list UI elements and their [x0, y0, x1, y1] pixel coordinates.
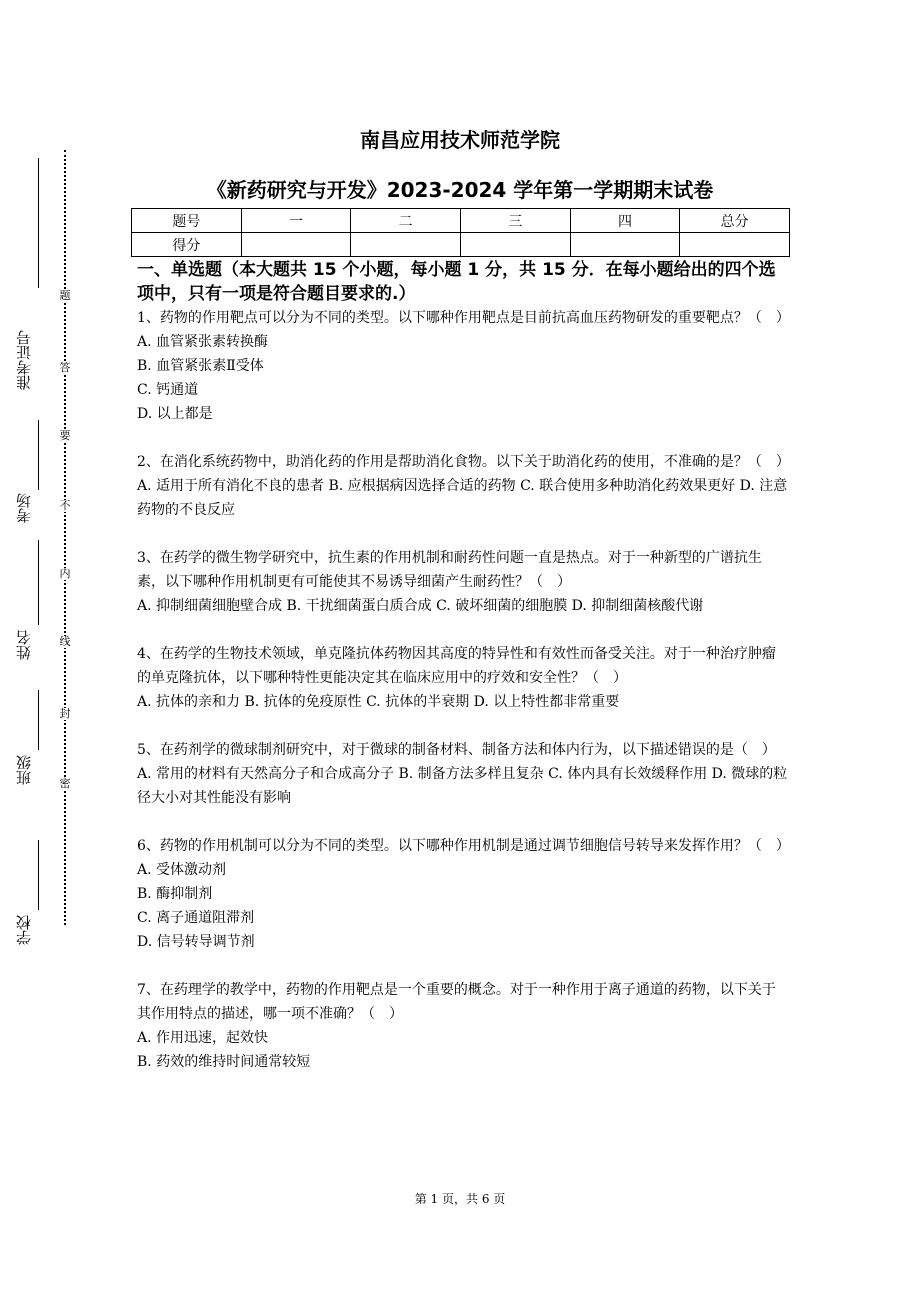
question-option: A. 作用迅速，起效快: [137, 1030, 269, 1046]
score-row-label: 得分: [132, 233, 242, 257]
sidebar-class-label: 班级: [15, 755, 33, 785]
question-stem: 6、药物的作用机制可以分为不同的类型。以下哪种作用机制是通过调节细胞信号转导来发挥作用？（ ）: [137, 838, 790, 854]
score-row-label: 题号: [132, 209, 242, 233]
score-value-row: [132, 233, 790, 257]
seal-dotted-line: [64, 150, 66, 925]
sidebar-name-label: 姓名: [15, 630, 33, 660]
seal-char: 答: [59, 361, 71, 374]
score-col-header: 三: [460, 209, 570, 233]
question-stem: 3、在药学的微生物学研究中，抗生素的作用机制和耐药性问题一直是热点。对于一种新型的广谱抗生素，以下哪种作用机制更有可能使其不易诱导细菌产生耐药性？（ ）: [137, 550, 762, 590]
sidebar-rule-class: [38, 690, 39, 750]
sidebar-id-label: 准考证号: [15, 330, 33, 390]
seal-char: 不: [59, 499, 71, 512]
question-options-inline: A. 抑制细菌细胞壁合成 B. 干扰细菌蛋白质合成 C. 破坏细菌的细胞膜 D. 抑制细菌核酸代谢: [137, 598, 704, 614]
question-option: C. 钙通道: [137, 382, 199, 398]
question-stem: 5、在药剂学的微球制剂研究中，对于微球的制备材料、制备方法和体内行为，以下描述错误的是（ ）: [137, 742, 776, 758]
sidebar-rule-school: [38, 840, 39, 910]
question-option: D. 信号转导调节剂: [137, 934, 255, 950]
question-option: D. 以上都是: [137, 406, 213, 422]
seal-char: 要: [59, 429, 71, 442]
question-options-inline: A. 适用于所有消化不良的患者 B. 应根据病因选择合适的药物 C. 联合使用多种助消化药效果更好 D. 注意药物的不良反应: [137, 478, 788, 518]
question-option: B. 药效的维持时间通常较短: [137, 1054, 311, 1070]
score-cell: [351, 233, 461, 257]
question-stem: 4、在药学的生物技术领域，单克隆抗体药物因其高度的特异性和有效性而备受关注。对于一种治疗肿瘤的单克隆抗体，以下哪种特性更能决定其在临床应用中的疗效和安全性？（ ）: [137, 646, 776, 686]
sidebar-rule-name: [38, 540, 39, 625]
question-option: A. 受体激动剂: [137, 862, 227, 878]
sidebar-school-label: 学校: [15, 915, 33, 945]
score-col-header: 四: [570, 209, 680, 233]
sidebar-rule-room: [38, 420, 39, 490]
question-option: B. 血管紧张素Ⅱ受体: [137, 358, 264, 374]
seal-char: 内: [59, 567, 71, 580]
seal-char: 线: [59, 635, 71, 648]
score-col-header: 总分: [680, 209, 790, 233]
score-col-header: 一: [241, 209, 351, 233]
seal-char: 题: [59, 289, 71, 302]
exam-title: 《新药研究与开发》2023-2024 学年第一学期期末试卷: [206, 178, 714, 202]
question-stem: 7、在药理学的教学中，药物的作用靶点是一个重要的概念。对于一种作用于离子通道的药物，以下关于其作用特点的描述，哪一项不准确？（ ）: [137, 982, 776, 1022]
question-option: A. 血管紧张素转换酶: [137, 334, 269, 350]
score-table: [131, 208, 790, 257]
score-cell: [570, 233, 680, 257]
seal-char: 密: [59, 777, 71, 790]
exam-content: [137, 258, 789, 1074]
page-footer: 第 1 页，共 6 页: [414, 1192, 506, 1206]
question-stem: 1、药物的作用靶点可以分为不同的类型。以下哪种作用靶点是目前抗高血压药物研发的重要靶点？（ ）: [137, 310, 790, 326]
section-heading: 一、单选题（本大题共 15 个小题，每小题 1 分，共 15 分．在每小题给出的四个选项中，只有一项是符合题目要求的.）: [137, 260, 776, 304]
question-options-inline: A. 常用的材料有天然高分子和合成高分子 B. 制备方法多样且复杂 C. 体内具有长效缓释作用 D. 微球的粒径大小对其性能没有影响: [137, 766, 788, 806]
question-option: B. 酶抑制剂: [137, 886, 213, 902]
question-option: C. 离子通道阻滞剂: [137, 910, 255, 926]
score-cell: [460, 233, 570, 257]
sidebar-room-label: 考场: [15, 493, 33, 523]
score-header-row: [132, 209, 790, 233]
score-col-header: 二: [351, 209, 461, 233]
question-stem: 2、在消化系统药物中，助消化药的作用是帮助消化食物。以下关于助消化药的使用，不准确的是？（ ）: [137, 454, 790, 470]
score-cell: [241, 233, 351, 257]
institution-title: 南昌应用技术师范学院: [360, 128, 560, 152]
seal-char: 封: [59, 707, 71, 720]
question-options-inline: A. 抗体的亲和力 B. 抗体的免疫原性 C. 抗体的半衰期 D. 以上特性都非常重要: [137, 694, 620, 710]
score-cell: [680, 233, 790, 257]
